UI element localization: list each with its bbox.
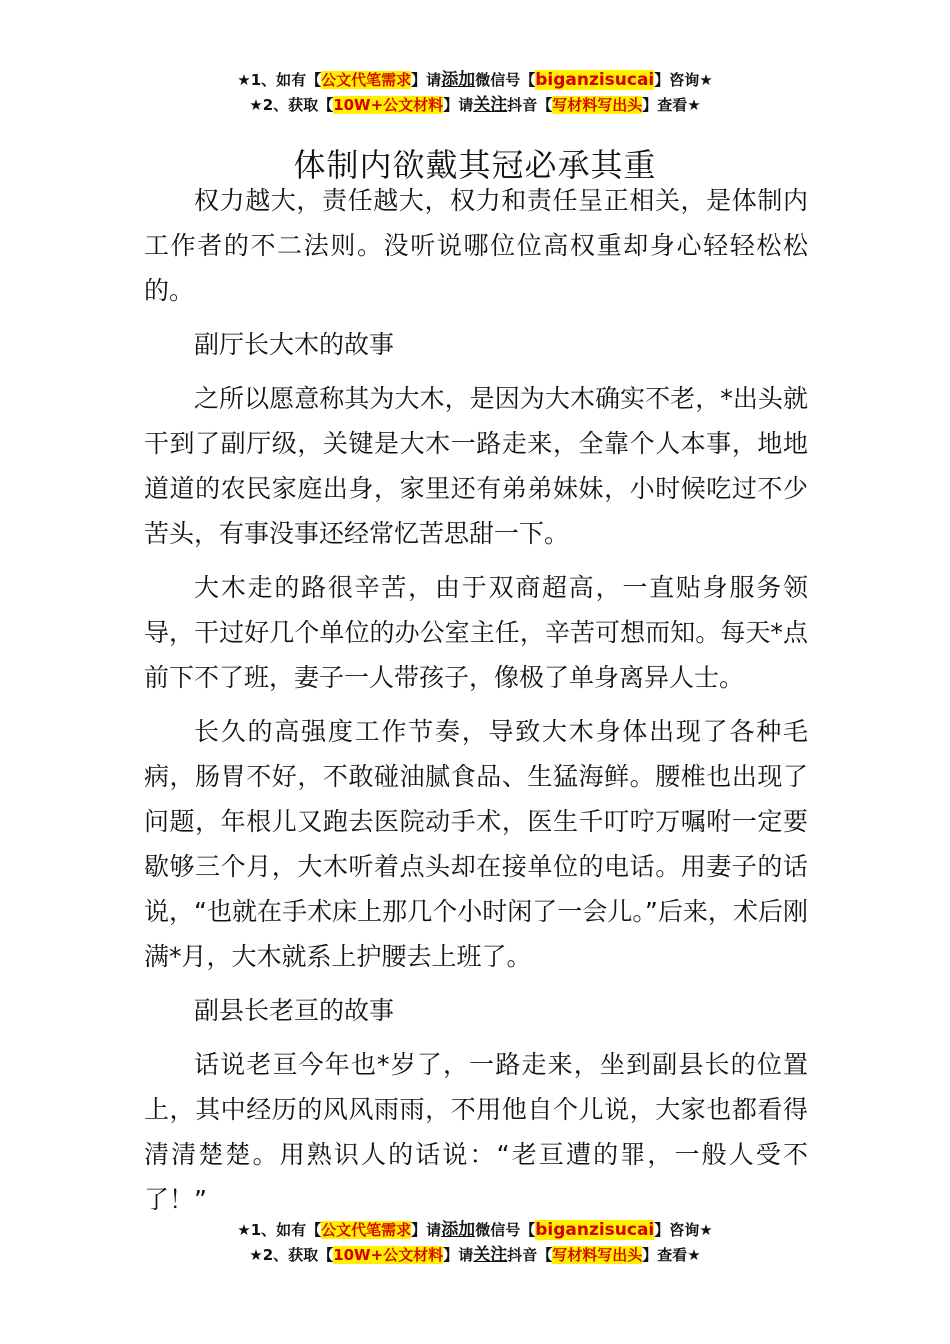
douyin-account: 写材料写出头 — [552, 1246, 643, 1264]
section-heading-laogen: 副县长老亘的故事 — [194, 996, 395, 1025]
banner-line-1: ★1、如有【公文代笔需求】请添加微信号【biganzisucai】咨询★ — [237, 1220, 713, 1240]
document-title: 体制内欲戴其冠必承其重 — [293, 146, 657, 185]
document-body — [144, 178, 808, 1231]
wechat-id: biganzisucai — [535, 1220, 655, 1240]
douyin-account: 写材料写出头 — [552, 96, 643, 114]
paragraph: 大木走的路很辛苦，由于双商超高，一直贴身服务领导，干过好几个单位的办公室主任，辛苦可想而知。每天*点前下不了班，妻子一人带孩子，像极了单身离异人士。 — [144, 573, 808, 692]
section-heading-damu: 副厅长大木的故事 — [194, 330, 395, 359]
banner-line-2: ★2、获取【10W+公文材料】请关注抖音【写材料写出头】查看★ — [249, 95, 701, 115]
highlight-service: 公文代笔需求 — [321, 1221, 412, 1239]
header-banner — [0, 68, 950, 118]
paragraph-intro: 权力越大，责任越大，权力和责任呈正相关，是体制内工作者的不二法则。没听说哪位位高权重却身心轻轻松松的。 — [144, 186, 808, 305]
highlight-materials: 10W+公文材料 — [333, 96, 444, 114]
paragraph: 之所以愿意称其为大木，是因为大木确实不老，*出头就干到了副厅级，关键是大木一路走来，全靠个人本事，地地道道的农民家庭出身，家里还有弟弟妹妹，小时候吃过不少苦头，有事没事还经常忆苦思甜一下。 — [144, 384, 808, 548]
wechat-id: biganzisucai — [535, 70, 655, 90]
footer-banner — [0, 1218, 950, 1268]
highlight-service: 公文代笔需求 — [321, 71, 412, 89]
paragraph: 长久的高强度工作节奏，导致大木身体出现了各种毛病，肠胃不好，不敢碰油腻食品、生猛海鲜。腰椎也出现了问题，年根儿又跑去医院动手术，医生千叮咛万嘱咐一定要歇够三个月，大木听着点头却在接单位的电话。用妻子的话说，“也就在手术床上那几个小时闲了一会儿。”后来，术后刚满*月，大木就系上护腰去上班了。 — [144, 717, 808, 971]
paragraph: 话说老亘今年也*岁了，一路走来，坐到副县长的位置上，其中经历的风风雨雨，不用他自个儿说，大家也都看得清清楚楚。用熟识人的话说：“老亘遭的罪，一般人受不了！” — [144, 1050, 808, 1214]
banner-line-2: ★2、获取【10W+公文材料】请关注抖音【写材料写出头】查看★ — [249, 1245, 701, 1265]
highlight-materials: 10W+公文材料 — [333, 1246, 444, 1264]
banner-line-1: ★1、如有【公文代笔需求】请添加微信号【biganzisucai】咨询★ — [237, 70, 713, 90]
